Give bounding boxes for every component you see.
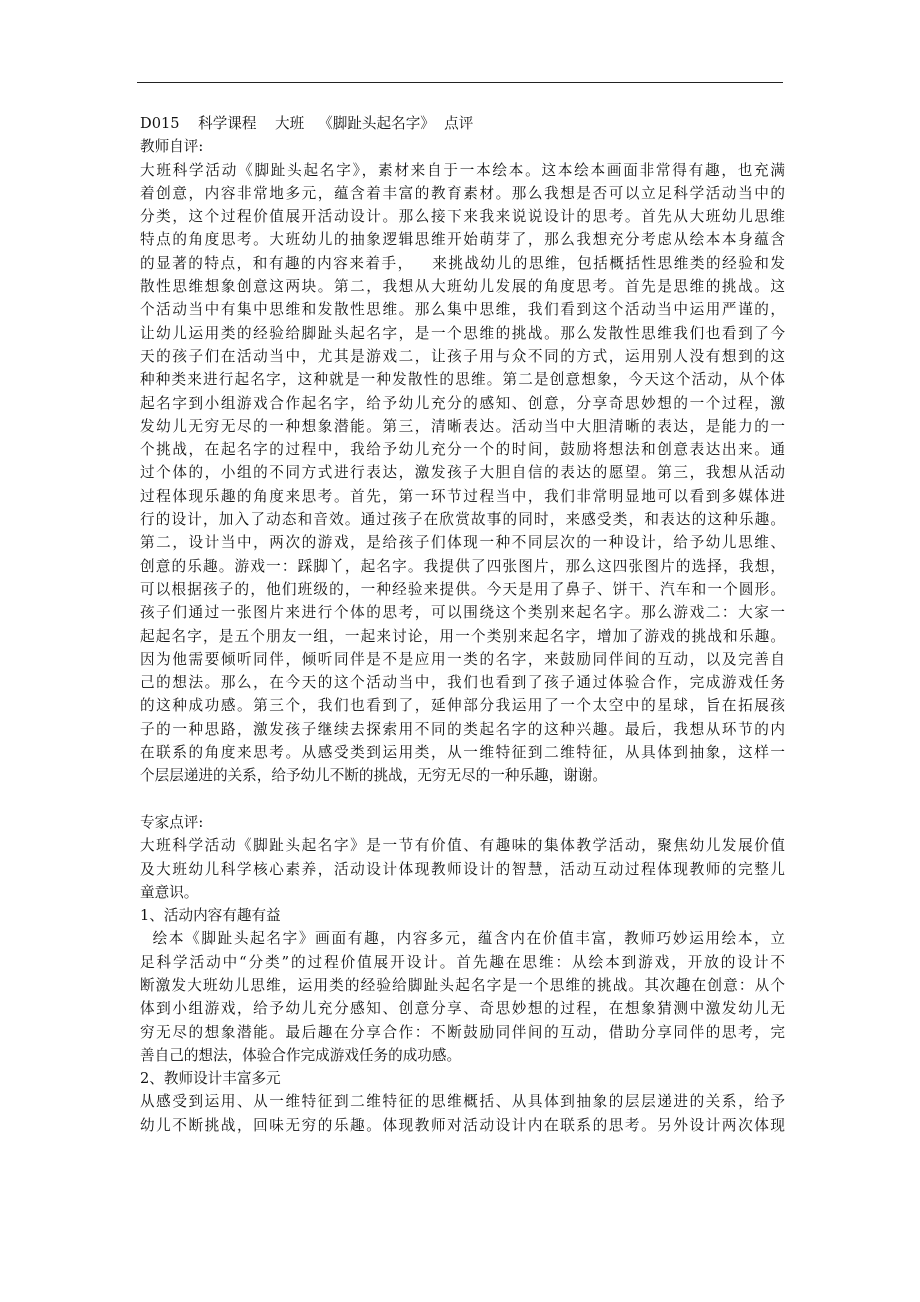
paragraph-line: 绘本《脚趾头起名字》画面有趣，内容多元，蕴含内在价值丰富，教师巧妙运用绘本，立	[140, 930, 785, 948]
paragraph-line: 孩子们通过一张图片来进行个体的思考，可以围绕这个类别来起名字。那么游戏二：大家一	[140, 604, 785, 622]
paragraph-line: 个挑战，在起名字的过程中，我给予幼儿充分一个的时间，鼓励将想法和创意表达出来。通	[140, 441, 785, 459]
paragraph-line: 起起名字，是五个朋友一组，一起来讨论，用一个类别来起名字，增加了游戏的挑战和乐趣。	[140, 627, 785, 645]
document-title: D015 科学课程 大班 《脚趾头起名字》 点评	[140, 115, 474, 132]
paragraph-line: 个活动当中有集中思维和发散性思维。那么集中思维，我们看到这个活动当中运用严谨的，	[140, 301, 785, 319]
paragraph-line: 断激发大班幼儿思维，运用类的经验给脚趾头起名字是一个思维的挑战。其次趣在创意：从个	[140, 976, 785, 994]
paragraph-line: 可以根据孩子的，他们班级的，一种经验来提供。今天是用了鼻子、饼干、汽车和一个圆形。	[140, 580, 785, 598]
paragraph-line: 过个体的，小组的不同方式进行表达，激发孩子大胆自信的表达的愿望。第三，我想从活动	[140, 464, 785, 482]
paragraph-line: 让幼儿运用类的经验给脚趾头起名字，是一个思维的挑战。那么发散性思维我们也看到了今	[140, 324, 785, 342]
expert-review-heading: 专家点评:	[140, 813, 204, 831]
paragraph-line: 己的想法。那么，在今天的这个活动当中，我们也看到了孩子通过体验合作，完成游戏任务	[140, 674, 785, 692]
paragraph-line: 童意识。	[140, 883, 199, 901]
paragraph-line: 幼儿不断挑战，回味无穷的乐趣。体现教师对活动设计内在联系的思考。另外设计两次体现	[140, 1116, 785, 1134]
paragraph-line: 创意的乐趣。游戏一：踩脚丫，起名字。我提供了四张图片，那么这四张图片的选择，我想，	[140, 557, 785, 575]
paragraph-line: 着创意，内容非常地多元，蕴含着丰富的教育素材。那么我想是否可以立足科学活动当中的	[140, 184, 785, 202]
paragraph-line: 大班科学活动《脚趾头起名字》是一节有价值、有趣味的集体教学活动，聚焦幼儿发展价值	[140, 837, 785, 855]
paragraph-line: 大班科学活动《脚趾头起名字》，素材来自于一本绘本。这本绘本画面非常得有趣，也充满	[140, 161, 785, 179]
paragraph-line: 特点的角度思考。大班幼儿的抽象逻辑思维开始萌芽了，那么我想充分考虑从绘本本身蕴含	[140, 231, 785, 249]
paragraph-line: 的这种成功感。第三个，我们也看到了，延伸部分我运用了一个太空中的星球，旨在拓展孩	[140, 697, 785, 715]
paragraph-line: 分类，这个过程价值展开活动设计。那么接下来我来说说设计的思考。首先从大班幼儿思维	[140, 208, 785, 226]
document-body	[140, 112, 785, 1137]
paragraph-line: 及大班幼儿科学核心素养，活动设计体现教师设计的智慧，活动互动过程体现教师的完整儿	[140, 860, 785, 878]
teacher-review-text	[140, 159, 785, 788]
paragraph-line: 因为他需要倾听同伴，倾听同伴是不是应用一类的名字，来鼓励同伴间的互动，以及完善自	[140, 650, 785, 668]
paragraph-line: 子的一种思路，激发孩子继续去探索用不同的类起名字的这种兴趣。最后，我想从环节的内	[140, 720, 785, 738]
paragraph-line: 过程体现乐趣的角度来思考。首先，第一环节过程当中，我们非常明显地可以看到多媒体进	[140, 487, 785, 505]
paragraph-line: 种种类来进行起名字，这种就是一种发散性的思维。第二是创意想象，今天这个活动，从个体	[140, 371, 785, 389]
paragraph-line: 发幼儿无穷无尽的一种想象潜能。第三，清晰表达。活动当中大胆清晰的表达，是能力的一	[140, 417, 785, 435]
paragraph-line: 第二，设计当中，两次的游戏，是给孩子们体现一种不同层次的一种设计，给予幼儿思维、	[140, 534, 785, 552]
paragraph-line: 的显著的特点，和有趣的内容来着手， 来挑战幼儿的思维，包括概括性思维类的经验和发	[140, 254, 785, 272]
paragraph-line: 天的孩子们在活动当中，尤其是游戏二，让孩子用与众不同的方式，运用别人没有想到的这	[140, 347, 785, 365]
section-1-text	[140, 927, 785, 1067]
section-2-heading: 2、教师设计丰富多元	[140, 1070, 281, 1088]
header-rule	[137, 82, 783, 83]
section-spacer	[140, 788, 785, 811]
paragraph-line: 个层层递进的关系，给予幼儿不断的挑战，无穷无尽的一种乐趣，谢谢。	[140, 767, 608, 785]
paragraph-line: 穷无尽的想象潜能。最后趣在分享合作：不断鼓励同伴间的互动，借助分享同伴的思考，完	[140, 1023, 785, 1041]
paragraph-line: 足科学活动中“分类”的过程价值展开设计。首先趣在思维：从绘本到游戏，开放的设计不	[140, 953, 785, 971]
paragraph-line: 行的设计，加入了动态和音效。通过孩子在欣赏故事的同时，来感受类，和表达的这种乐趣。	[140, 511, 785, 529]
paragraph-line: 从感受到运用、从一维特征到二维特征的思维概括、从具体到抽象的层层递进的关系，给予	[140, 1093, 785, 1111]
section-2-text	[140, 1090, 785, 1137]
paragraph-line: 起名字到小组游戏合作起名字，给予幼儿充分的感知、创意，分享奇思妙想的一个过程，激	[140, 394, 785, 412]
paragraph-line: 善自己的想法，体验合作完成游戏任务的成功感。	[140, 1046, 462, 1064]
expert-review-intro	[140, 834, 785, 904]
paragraph-line: 体到小组游戏，给予幼儿充分感知、创意分享、奇思妙想的过程，在想象猜测中激发幼儿无	[140, 1000, 785, 1018]
paragraph-line: 在联系的角度来思考。从感受类到运用类，从一维特征到二维特征，从具体到抽象，这样一	[140, 744, 785, 762]
section-1-heading: 1、活动内容有趣有益	[140, 907, 281, 925]
teacher-review-heading: 教师自评:	[140, 138, 204, 156]
paragraph-line: 散性思维想象创意这两块。第二，我想从大班幼儿发展的角度思考。首先是思维的挑战。这	[140, 278, 785, 296]
